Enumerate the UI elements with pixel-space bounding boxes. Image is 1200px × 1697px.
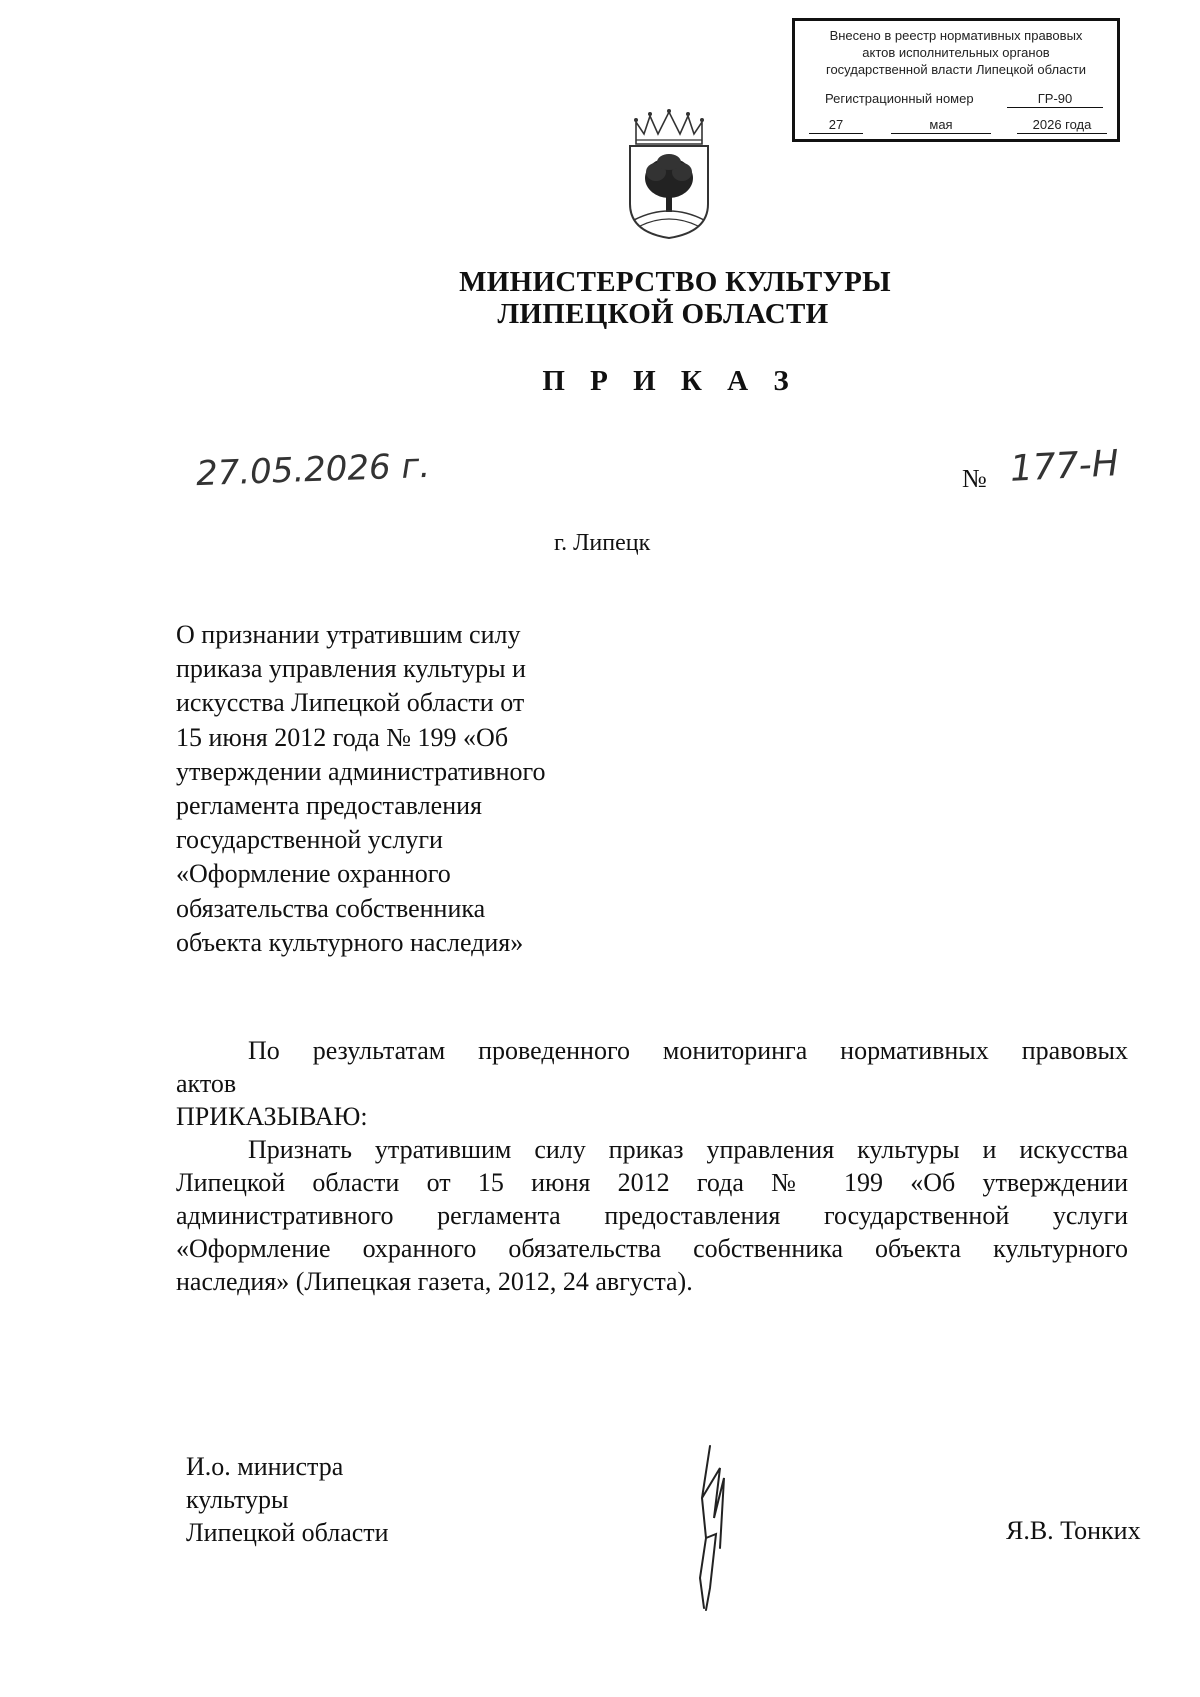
title-line: О признании утратившим силу (176, 620, 521, 649)
title-line: утверждении административного (176, 756, 546, 786)
registry-stamp (792, 18, 1120, 142)
coat-of-arms-icon (626, 108, 712, 240)
stamp-day: 27 (809, 116, 863, 134)
intro-line-2: актов (176, 1069, 237, 1098)
title-line: регламента предоставления (176, 791, 483, 821)
position-line-1: И.о. министра (186, 1452, 344, 1481)
order-word: ПРИКАЗЫВАЮ: (176, 1102, 368, 1131)
stamp-month: мая (891, 116, 991, 134)
stamp-reg-label: Регистрационный номер (825, 91, 974, 106)
document-type: П Р И К А З (542, 365, 798, 397)
title-line: искусства Липецкой области от (176, 688, 525, 718)
handwritten-number: 177-Н (1009, 443, 1120, 490)
position-line-2: культуры (186, 1485, 289, 1514)
signatory-name: Я.В. Тонких (1006, 1516, 1141, 1545)
handwritten-date: 27.05.2026 г. (195, 445, 431, 495)
ministry-name-line-2: ЛИПЕЦКОЙ ОБЛАСТИ (497, 298, 829, 330)
title-line: объекта культурного наследия» (176, 927, 524, 957)
ministry-name-line-1: МИНИСТЕРСТВО КУЛЬТУРЫ (459, 266, 891, 298)
order-line-last: наследия» (Липецкая газета, 2012, 24 августа). (176, 1267, 693, 1296)
title-line: обязательства собственника (176, 893, 486, 923)
stamp-year: 2026 года (1017, 116, 1107, 134)
position-line-3: Липецкой области (186, 1518, 389, 1547)
document-body (176, 1034, 1128, 1298)
title-line: «Оформление охранного (176, 859, 451, 889)
number-sign: № (962, 464, 987, 493)
document-title (176, 618, 606, 960)
signatory-position (186, 1450, 389, 1549)
title-line: государственной услуги (176, 825, 443, 855)
intro-line-1: По результатам проведенного мониторинга нормативных правовых (248, 1036, 1128, 1065)
stamp-line-3: государственной власти Липецкой области (825, 62, 1087, 77)
order-line: «Оформление охранного обязательства собственника объекта культурного (176, 1234, 1128, 1263)
city: г. Липецк (554, 530, 651, 556)
stamp-line-1: Внесено в реестр нормативных правовых (829, 28, 1083, 43)
order-line: Признать утратившим силу приказ управления культуры и искусства (248, 1135, 1128, 1164)
handwritten-signature-icon (680, 1438, 750, 1613)
order-line: административного регламента предоставления государственной услуги (176, 1201, 1128, 1230)
stamp-line-2: актов исполнительных органов (862, 45, 1050, 60)
title-line: 15 июня 2012 года № 199 «Об (176, 722, 509, 752)
title-line: приказа управления культуры и (176, 654, 526, 684)
order-line: Липецкой области от 15 июня 2012 года № 199 «Об утверждении (176, 1168, 1128, 1197)
stamp-reg-number: ГР-90 (1007, 90, 1103, 108)
